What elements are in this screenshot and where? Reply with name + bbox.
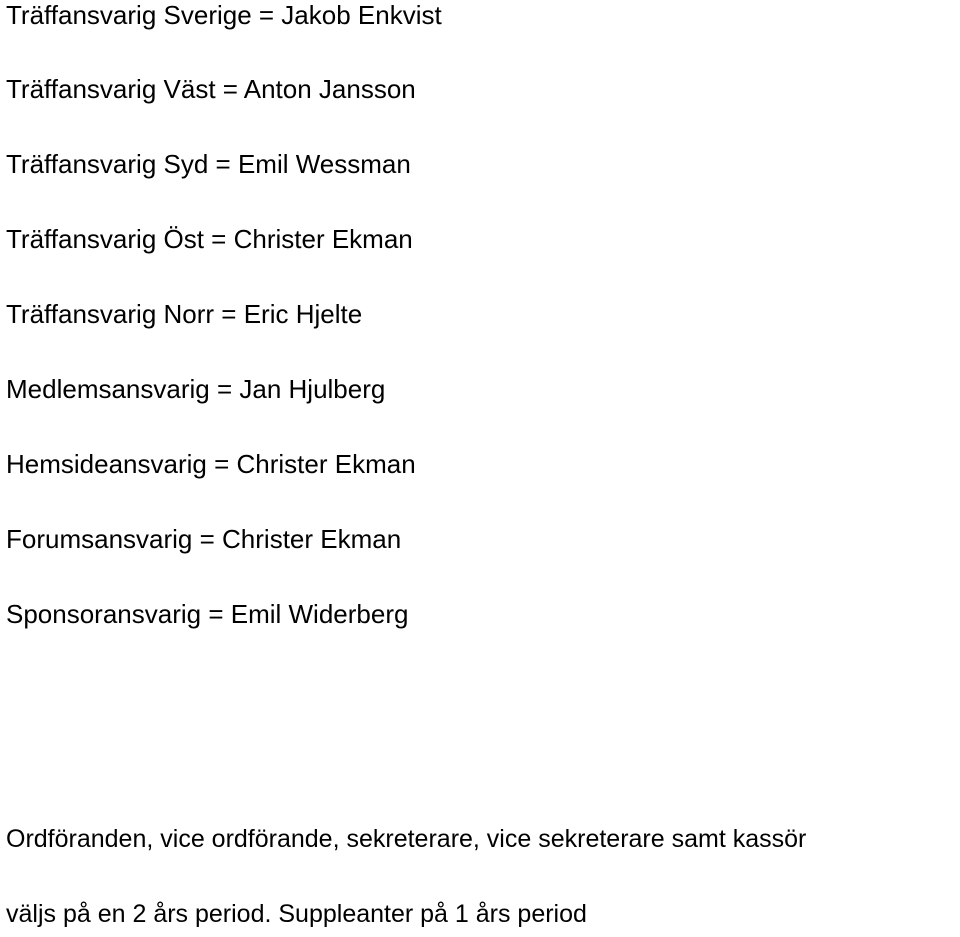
role-line-traffansvarig-ost: Träffansvarig Öst = Christer Ekman <box>6 224 413 254</box>
role-line-traffansvarig-syd: Träffansvarig Syd = Emil Wessman <box>6 149 411 179</box>
paragraph-line-1: Ordföranden, vice ordförande, sekreterare, vice sekreterare samt kassör <box>6 825 807 853</box>
role-line-traffansvarig-vast: Träffansvarig Väst = Anton Jansson <box>6 74 416 104</box>
role-line-traffansvarig-norr: Träffansvarig Norr = Eric Hjelte <box>6 299 363 329</box>
role-line-hemsideansvarig: Hemsideansvarig = Christer Ekman <box>6 449 416 479</box>
role-line-traffansvarig-sverige: Träffansvarig Sverige = Jakob Enkvist <box>6 0 442 30</box>
paragraph-line-2: väljs på en 2 års period. Suppleanter på 1 års period <box>6 900 587 928</box>
role-line-sponsoransvarig: Sponsoransvarig = Emil Widerberg <box>6 599 409 629</box>
role-line-forumsansvarig: Forumsansvarig = Christer Ekman <box>6 524 402 554</box>
role-line-medlemsansvarig: Medlemsansvarig = Jan Hjulberg <box>6 374 386 404</box>
